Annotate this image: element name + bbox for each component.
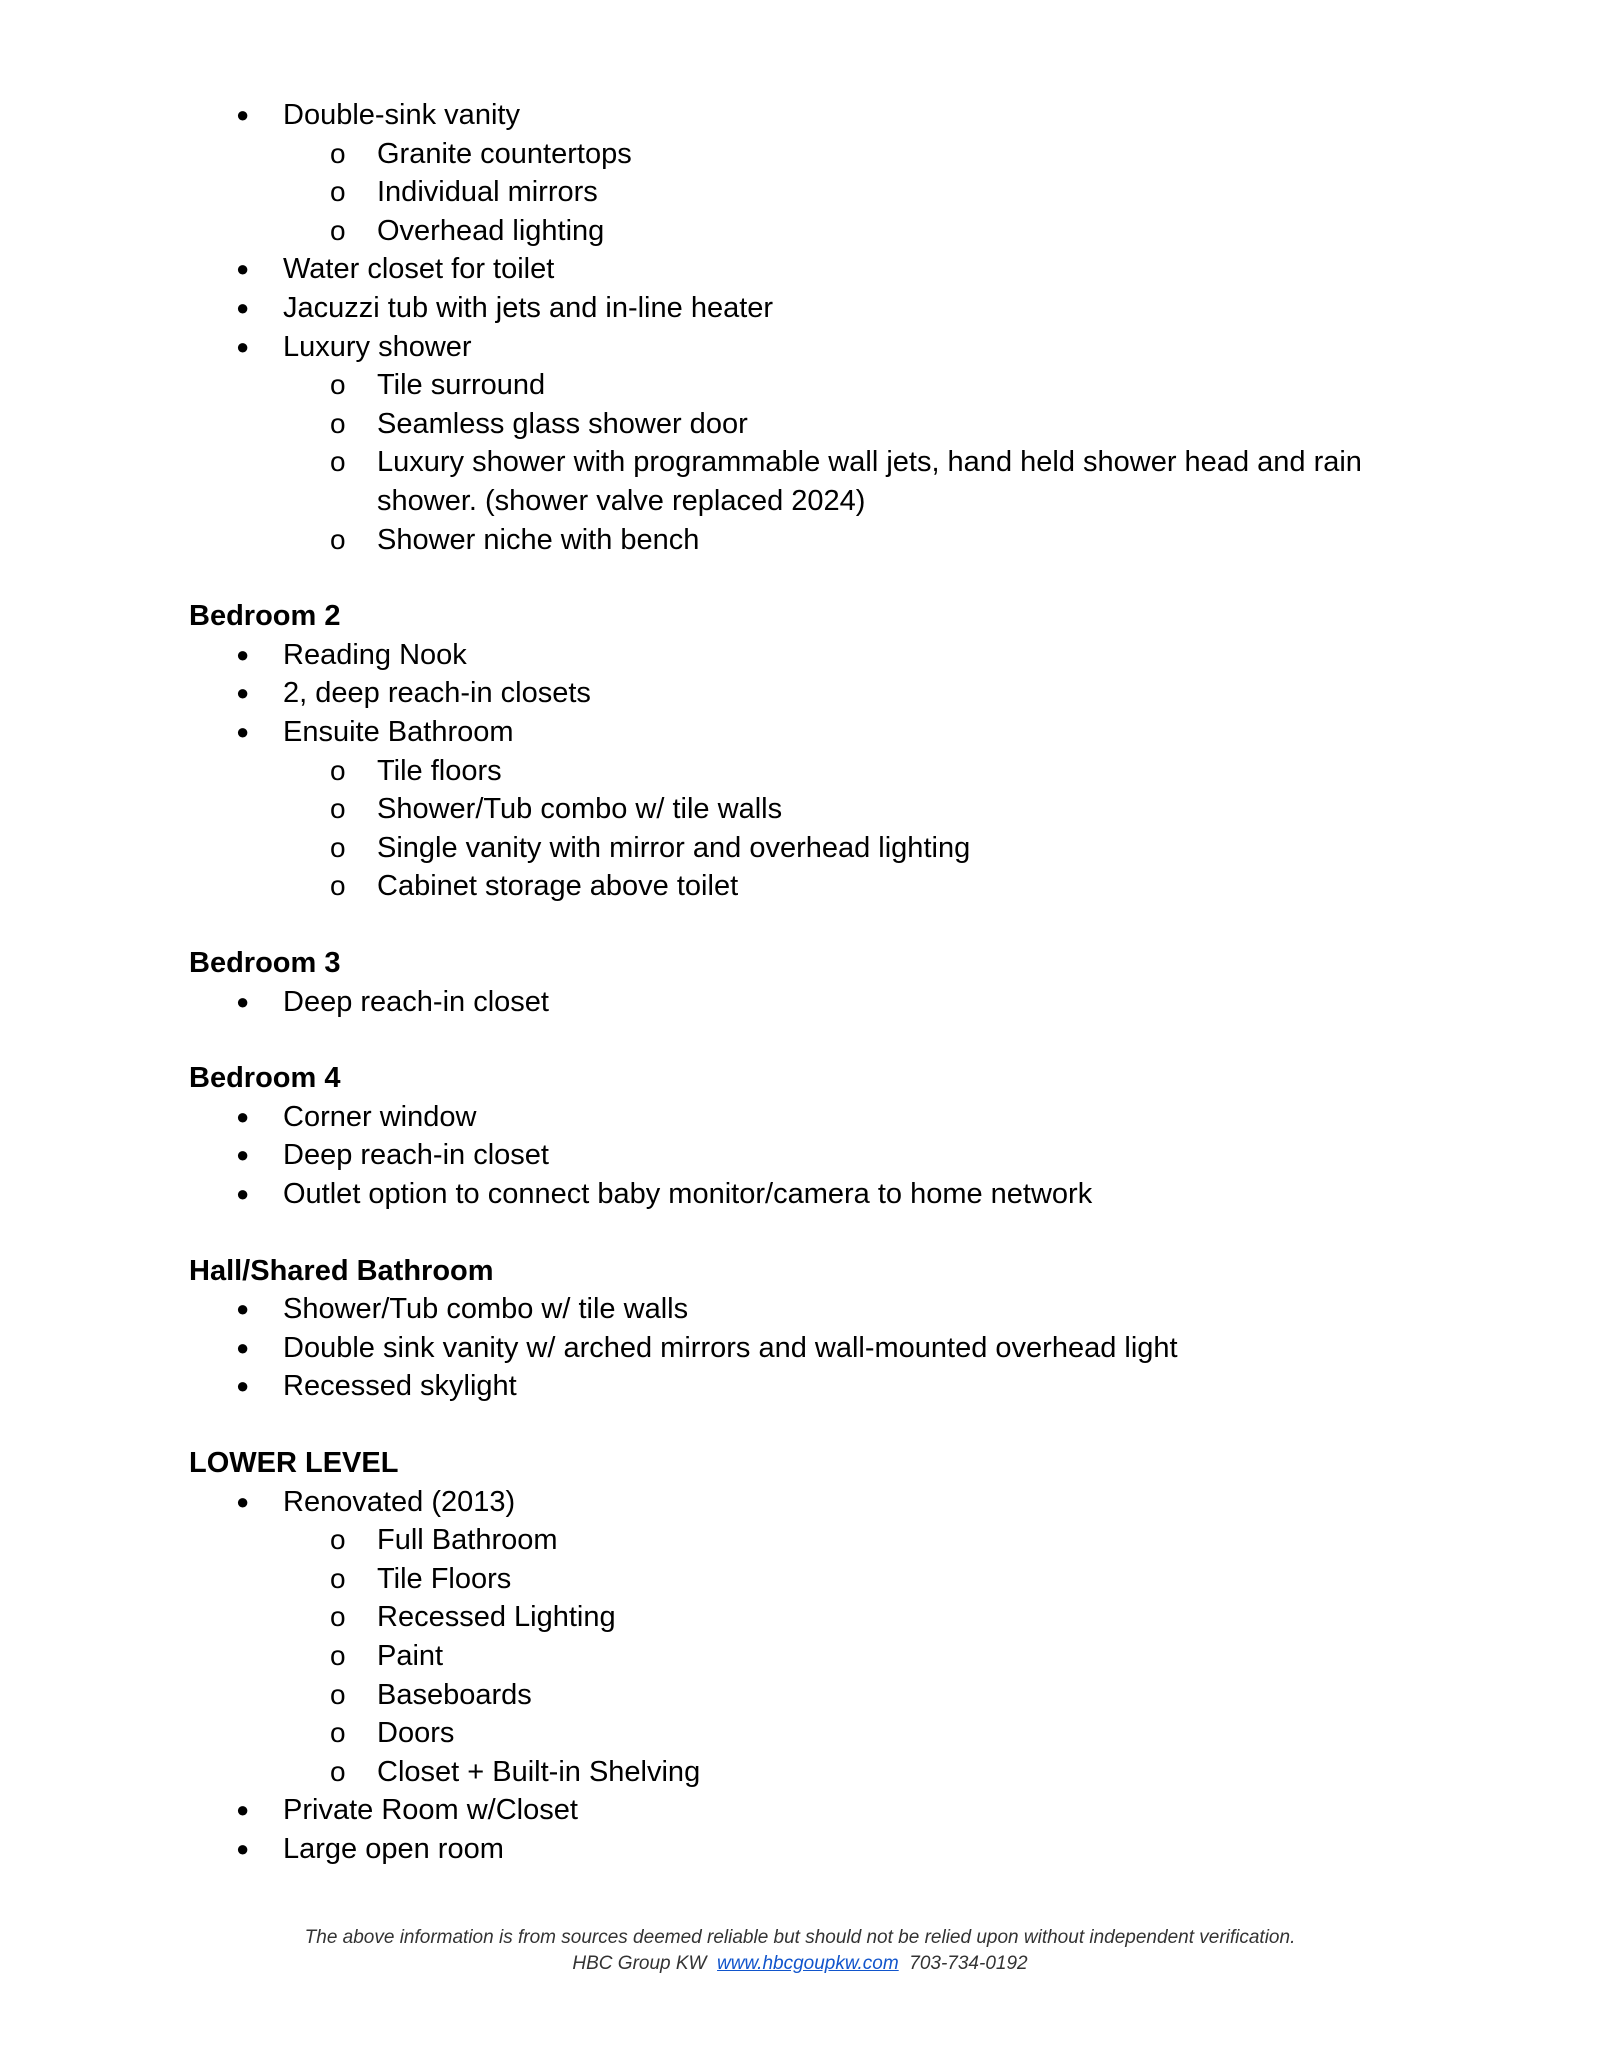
section-heading: LOWER LEVEL [189, 1447, 399, 1479]
list-item-text: 2, deep reach-in closets [283, 677, 591, 710]
sub-bullet-icon: o [330, 1717, 346, 1749]
list-item-text: Ensuite Bathroom [283, 716, 514, 748]
list-item-text: Double sink vanity w/ arched mirrors and wall-mounted overhead light [283, 1331, 1178, 1364]
list-item-text: Reading Nook [283, 638, 467, 671]
sub-list-item-text: Seamless glass shower door [377, 407, 748, 440]
sub-bullet-icon: o [330, 870, 346, 902]
list-item-text: Deep reach-in closet [283, 1139, 549, 1172]
bullet-icon: ● [236, 1142, 250, 1168]
sub-list-item-text: Shower niche with bench [377, 523, 700, 556]
sub-list-item-text: Shower/Tub combo w/ tile walls [377, 793, 783, 826]
sub-list-item-text: Tile surround [377, 369, 546, 402]
sub-list-item-text: Tile Floors [377, 1562, 512, 1595]
sub-list-item-text: Closet + Built-in Shelving [377, 1755, 701, 1788]
sub-bullet-icon: o [330, 523, 346, 555]
sub-bullet-icon: o [330, 446, 346, 478]
footer-phone: 703-734-0192 [909, 1953, 1028, 1974]
list-item-text: Recessed skylight [283, 1370, 517, 1403]
sub-list-item-text: Baseboards [377, 1678, 532, 1711]
footer-company: HBC Group KW [572, 1953, 707, 1974]
sub-bullet-icon: o [330, 1562, 346, 1594]
list-item-text: Jacuzzi tub with jets and in-line heater [283, 292, 774, 324]
sub-list-item-text: Full Bathroom [377, 1524, 558, 1557]
list-item-text: Deep reach-in closet [283, 985, 549, 1018]
list-item-text: Shower/Tub combo w/ tile walls [283, 1293, 689, 1326]
bullet-icon: ● [236, 719, 250, 744]
footer-contact [0, 1951, 1600, 1977]
section-heading: Hall/Shared Bathroom [189, 1254, 494, 1287]
sub-bullet-icon: o [330, 137, 346, 169]
footer-website-link[interactable]: www.hbcgoupkw.com [717, 1953, 899, 1974]
sub-bullet-icon: o [330, 754, 346, 786]
sub-list-item-text: Cabinet storage above toilet [377, 870, 739, 903]
sub-bullet-icon: o [330, 369, 346, 401]
sub-list-item-text: Paint [377, 1640, 444, 1672]
sub-list-item-text: Recessed Lighting [377, 1601, 616, 1634]
bullet-icon: ● [236, 1797, 250, 1823]
bullet-icon: ● [236, 988, 250, 1014]
bullet-icon: ● [236, 1103, 250, 1129]
list-item-text: Private Room w/Closet [283, 1794, 578, 1827]
sub-bullet-icon: o [330, 793, 346, 825]
bullet-icon: ● [236, 1488, 250, 1514]
bullet-icon: ● [236, 295, 250, 320]
sub-bullet-icon: o [330, 1678, 346, 1710]
section-heading: Bedroom 4 [189, 1062, 341, 1095]
list-item-text: Double-sink vanity [283, 99, 520, 131]
bullet-icon: ● [236, 102, 250, 127]
sub-bullet-icon: o [330, 1640, 346, 1671]
sub-bullet-icon: o [330, 176, 346, 208]
bullet-icon: ● [236, 1334, 250, 1360]
section-heading: Bedroom 3 [189, 947, 341, 979]
sub-bullet-icon: o [330, 407, 346, 439]
bullet-icon: ● [236, 256, 250, 282]
bullet-icon: ● [236, 1836, 250, 1861]
sub-list-item-text: Luxury shower with programmable wall jets, hand held shower head and rain [377, 446, 1362, 479]
sub-list-item-text: Overhead lighting [377, 214, 605, 247]
list-item-text: Luxury shower [283, 330, 472, 363]
list-item-text: Renovated (2013) [283, 1485, 516, 1518]
footer-disclaimer: The above information is from sources deemed reliable but should not be relied upon without independent verification. [304, 1927, 1296, 1948]
bullet-icon: ● [236, 641, 250, 667]
list-item-text: Large open room [283, 1833, 504, 1865]
sub-bullet-icon: o [330, 1524, 346, 1556]
sub-list-item-text: Tile floors [377, 754, 502, 787]
sub-bullet-icon: o [330, 1755, 346, 1787]
sub-list-item-text: Single vanity with mirror and overhead lighting [377, 831, 971, 864]
sub-list-item-text: Granite countertops [377, 137, 632, 170]
sub-bullet-icon: o [330, 831, 346, 863]
sub-list-item-text: Individual mirrors [377, 176, 598, 209]
sub-list-item-continuation-text: shower. (shower valve replaced 2024) [377, 485, 866, 517]
list-item-text: Outlet option to connect baby monitor/camera to home network [283, 1178, 1093, 1210]
section-heading: Bedroom 2 [189, 600, 341, 633]
list-item-text: Corner window [283, 1100, 477, 1133]
bullet-icon: ● [236, 1296, 250, 1322]
sub-bullet-icon: o [330, 1601, 346, 1633]
sub-bullet-icon: o [330, 214, 346, 246]
bullet-icon: ● [236, 1373, 250, 1399]
bullet-icon: ● [236, 1181, 250, 1206]
bullet-icon: ● [236, 680, 250, 706]
sub-list-item-text: Doors [377, 1717, 455, 1750]
bullet-icon: ● [236, 333, 250, 359]
list-item-text: Water closet for toilet [283, 253, 555, 286]
